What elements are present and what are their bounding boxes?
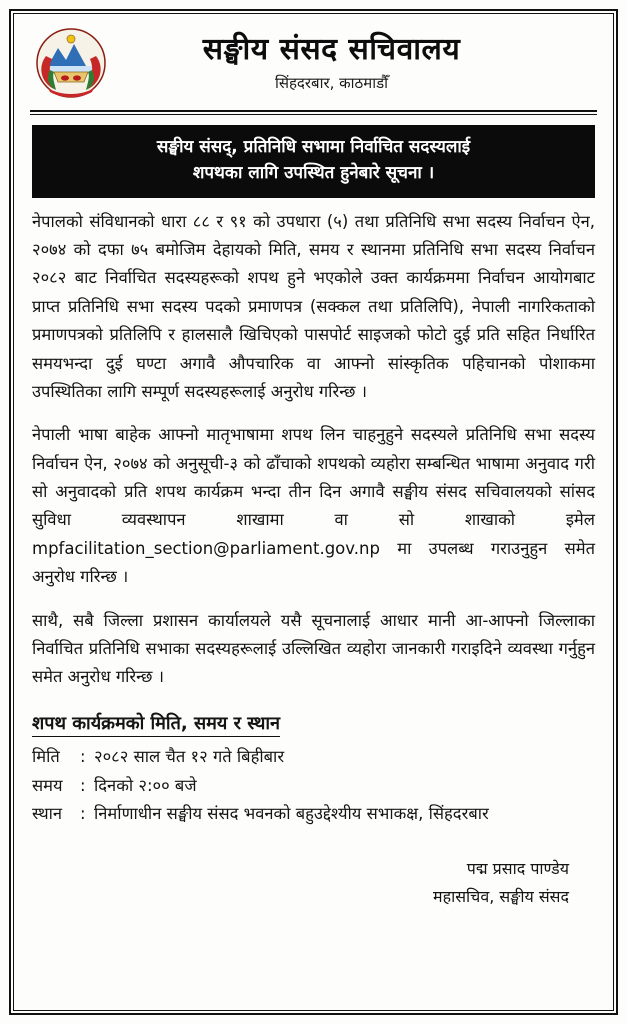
detail-separator-venue: : bbox=[80, 804, 86, 824]
details-heading: शपथ कार्यक्रमको मिति, समय र स्थान bbox=[32, 711, 280, 737]
nepal-government-emblem-icon bbox=[34, 26, 108, 100]
detail-separator-time: : bbox=[80, 775, 86, 795]
document-header bbox=[28, 20, 599, 102]
signature-block bbox=[28, 855, 569, 911]
paragraph-2-text-before-email: नेपाली भाषा बाहेक आफ्नो मातृभाषामा शपथ लिन चाहनुहुने सदस्यले प्रतिनिधि सभा सदस्य निर्वाचन ऐन, २०७४ को अनुसूची-३ को ढाँचाको शपथको व्यहोरा सम्बन्धित भाषामा अनुवाद गरी सो अनुवादको प्रति शपथ कार्यक्रम भन्दा तीन दिन अगावै सङ्घीय संसद सचिवालयको सांसद सुविधा व्यवस्थापन शाखामा वा सो शाखाको इमेल bbox=[32, 425, 595, 530]
banner-line-2: शपथका लागि उपस्थित हुनेबारे सूचना । bbox=[192, 163, 435, 184]
organization-title: सङ्घीय संसद सचिवालय bbox=[202, 31, 461, 67]
detail-label-date: मिति bbox=[32, 746, 60, 766]
paragraph-1: नेपालको संविधानको धारा ८८ र ९१ को उपधारा (५) तथा प्रतिनिधि सभा सदस्य निर्वाचन ऐन, २०७४ को दफा ७५ बमोजिम देहायको मिति, समय र स्थानमा प्रतिनिधि सभा सदस्य निर्वाचन २०८२ बाट निर्वाचित सदस्यहरूको शपथ हुने भएकोले उक्त कार्यक्रममा निर्वाचन आयोगबाट प्राप्त प्रतिनिधि सभा सदस्य पदको प्रमाणपत्र (सक्कल तथा प्रतिलिपि), नेपाली नागरिकताको प्रमाणपत्रको प्रतिलिपि र हालसालै खिचिएको पासपोर्ट साइजको फोटो दुई प्रति सहित निर्धारित समयभन्दा दुई घण्टा अगावै औपचारिक वा आफ्नो सांस्कृतिक पहिचानको पोशाकमा उपस्थितिका लागि सम्पूर्ण सदस्यहरूलाई अनुरोध गरिन्छ । bbox=[32, 211, 595, 401]
detail-separator-date: : bbox=[80, 746, 86, 766]
organization-address: सिंहदरबार, काठमाडौँ bbox=[274, 74, 389, 93]
paragraph-2 bbox=[32, 421, 595, 591]
contact-email[interactable]: mpfacilitation_section@parliament.gov.np bbox=[32, 538, 380, 558]
signatory-designation: महासचिव, सङ्घीय संसद bbox=[433, 887, 569, 907]
signatory-name: पद्म प्रसाद पाण्डेय bbox=[466, 859, 569, 879]
banner-line-1: सङ्घीय संसद्, प्रतिनिधि सभामा निर्वाचित सदस्यलाई bbox=[156, 137, 471, 157]
paragraph-3: साथै, सबै जिल्ला प्रशासन कार्यालयले यसै सूचनालाई आधार मानी आ-आफ्नो जिल्लाका निर्वाचित प्रतिनिधि सभाका सदस्यहरूलाई उल्लिखित व्यहोरा जानकारी गराइदिने व्यवस्था गर्नुहुन समेत अनुरोध गरिन्छ । bbox=[32, 610, 595, 687]
detail-row-venue bbox=[32, 800, 595, 829]
detail-row-time bbox=[32, 772, 595, 801]
header-text-block bbox=[108, 33, 595, 94]
detail-value-time: दिनको २:०० बजे bbox=[94, 775, 197, 795]
detail-label-time: समय bbox=[32, 775, 63, 795]
detail-value-venue: निर्माणाधीन सङ्घीय संसद भवनको बहुउद्देश्यीय सभाकक्ष, सिंहदरबार bbox=[94, 804, 489, 824]
header-divider-thick bbox=[30, 110, 597, 112]
detail-label-venue: स्थान bbox=[32, 804, 63, 824]
detail-value-date: २०८२ साल चैत १२ गते बिहीबार bbox=[94, 746, 285, 766]
details-section bbox=[28, 707, 599, 830]
paragraph-2-text-after-email: मा उपलब्ध गराउनुहुन समेत अनुरोध गरिन्छ । bbox=[32, 538, 595, 587]
notice-content bbox=[12, 10, 615, 917]
detail-row-date bbox=[32, 743, 595, 772]
header-divider-thin bbox=[30, 114, 597, 115]
notice-title-banner bbox=[32, 125, 595, 198]
